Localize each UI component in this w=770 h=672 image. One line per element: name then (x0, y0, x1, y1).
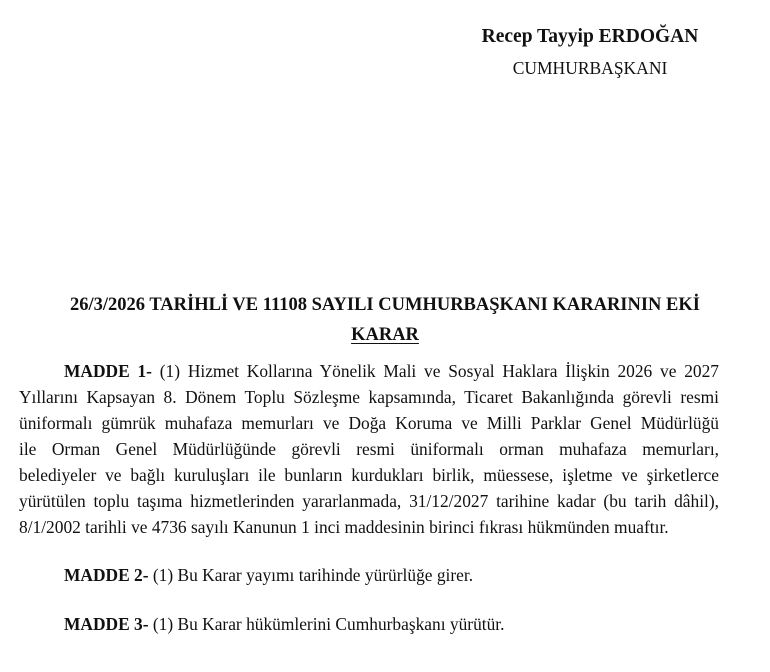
article-3-text: (1) Bu Karar hükümlerini Cumhurbaşkanı yürütür. (148, 614, 505, 634)
article-1-line-7: 8/1/2002 tarihli ve 4736 sayılı Kanunun 1 inci maddesinin birinci fıkrası hükmünden muaftır. (19, 517, 669, 537)
article-1-text-1: (1) Hizmet Kollarına Yönelik Mali ve Sosyal Haklara İlişkin 2026 ve 2027 (151, 361, 719, 381)
article-1 (19, 358, 719, 540)
article-1-line-1 (19, 358, 719, 384)
article-2-label: MADDE 2- (64, 565, 149, 585)
signature-block (470, 24, 710, 81)
article-3 (19, 611, 719, 637)
article-1-line-6: yürütülen toplu taşıma hizmetlerinden yararlanmada, 31/12/2027 tarihine kadar (bu tarih dâhil), (19, 491, 719, 511)
article-2 (19, 562, 719, 588)
article-1-line-4: ile Orman Genel Müdürlüğünde görevli resmi üniformalı orman muhafaza memurları, (19, 439, 719, 459)
signatory-title: CUMHURBAŞKANI (512, 58, 668, 78)
decision-heading (0, 290, 770, 350)
decision-heading-title: 26/3/2026 TARİHLİ VE 11108 SAYILI CUMHURBAŞKANI KARARININ EKİ (70, 295, 700, 315)
article-2-text: (1) Bu Karar yayımı tarihinde yürürlüğe girer. (148, 565, 474, 585)
article-3-label: MADDE 3- (64, 614, 149, 634)
decision-heading-karar: KARAR (351, 325, 419, 345)
article-1-line-3: üniformalı gümrük muhafaza memurları ve Doğa Koruma ve Milli Parklar Genel Müdürlüğü (19, 413, 719, 433)
signatory-name: Recep Tayyip ERDOĞAN (481, 26, 699, 47)
article-1-label: MADDE 1- (64, 361, 152, 381)
article-1-line-2: Yıllarını Kapsayan 8. Dönem Toplu Sözleşme kapsamında, Ticaret Bakanlığında görevli resmi (19, 387, 719, 407)
article-1-line-5: belediyeler ve bağlı kuruluşları ile bunların kurdukları birlik, müessese, işletme ve şirketlerce (19, 465, 719, 485)
